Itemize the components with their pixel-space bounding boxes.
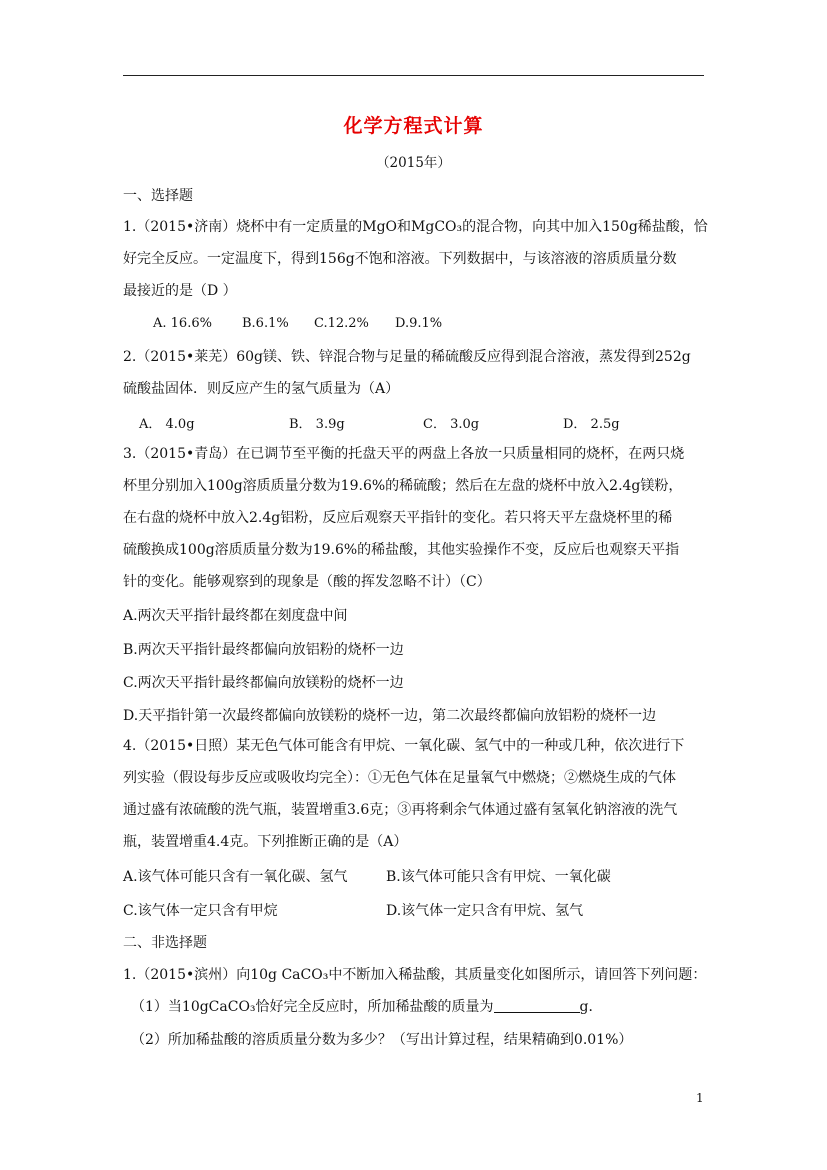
- q4-line-2: 列实验（假设每步反应或吸收均完全）：①无色气体在足量氧气中燃烧；②燃烧生成的气体: [123, 770, 676, 786]
- q3-line-2: 杯里分别加入100g溶质质量分数为19.6%的稀硫酸；然后在左盘的烧杯中放入2.4g镁粉，: [123, 478, 683, 494]
- page-title: 化学方程式计算: [343, 115, 484, 137]
- q4-option-d: D.该气体一定只含有甲烷、氢气: [386, 903, 584, 919]
- q1-line-2: 好完全反应。一定温度下，得到156g不饱和溶液。下列数据中，与该溶液的溶质质量分数: [123, 251, 677, 267]
- q1-line-1: 1.（2015•济南）烧杯中有一定质量的MgO和MgCO₃的混合物，向其中加入150g稀盐酸，恰: [123, 219, 708, 235]
- q1-line-3: 最接近的是（D ）: [123, 283, 237, 299]
- q3-line-4: 硫酸换成100g溶质质量分数为19.6%的稀盐酸，其他实验操作不变，反应后也观察天平指: [123, 542, 680, 558]
- answer-blank[interactable]: [494, 998, 580, 1013]
- q2-line-1: 2.（2015•莱芜）60g镁、铁、锌混合物与足量的稀硫酸反应得到混合溶液，蒸发得到252g: [123, 349, 691, 365]
- p1-subquestion-1-unit: g．: [579, 999, 603, 1015]
- q1-option-c: C.12.2%: [314, 316, 369, 331]
- q2-option-d: D． 2.5g: [563, 417, 620, 432]
- q2-line-2: 硫酸盐固体．则反应产生的氢气质量为（A）: [123, 381, 400, 397]
- q3-option-c: C.两次天平指针最终都偏向放镁粉的烧杯一边: [123, 675, 404, 691]
- q3-option-d: D.天平指针第一次最终都偏向放镁粉的烧杯一边，第二次最终都偏向放铝粉的烧杯一边: [123, 708, 657, 724]
- q2-option-c: C． 3.0g: [423, 417, 480, 432]
- q1-option-a: A. 16.6%: [153, 316, 212, 331]
- q3-line-1: 3.（2015•青岛）在已调节至平衡的托盘天平的两盘上各放一只质量相同的烧杯，在两只烧: [123, 446, 685, 462]
- q4-line-1: 4.（2015•日照）某无色气体可能含有甲烷、一氧化碳、氢气中的一种或几种，依次进行下: [123, 738, 685, 754]
- p1-subquestion-2: （2）所加稀盐酸的溶质质量分数为多少？（写出计算过程，结果精确到0.01%）: [131, 1032, 633, 1048]
- page-number: 1: [696, 1091, 704, 1105]
- p1-line-1: 1.（2015•滨州）向10g CaCO₃中不断加入稀盐酸，其质量变化如图所示，请回答下列问题：: [123, 967, 707, 983]
- q1-option-b: B.6.1%: [242, 316, 289, 331]
- q3-option-a: A.两次天平指针最终都在刻度盘中间: [123, 608, 348, 624]
- section-heading-choice: 一、选择题: [123, 188, 193, 204]
- q4-option-a: A.该气体可能只含有一氧化碳、氢气: [123, 869, 348, 885]
- section-heading-nonchoice: 二、非选择题: [123, 935, 207, 951]
- q4-option-b: B.该气体可能只含有甲烷、一氧化碳: [386, 869, 611, 885]
- q2-option-a: A． 4.0g: [139, 417, 195, 432]
- q2-option-b: B． 3.9g: [289, 417, 345, 432]
- q3-line-5: 针的变化。能够观察到的现象是（酸的挥发忽略不计）（C）: [123, 574, 491, 590]
- p1-subquestion-1-text: （1）当10gCaCO₃恰好完全反应时，所加稀盐酸的质量为: [131, 999, 494, 1015]
- q4-line-3: 通过盛有浓硫酸的洗气瓶，装置增重3.6克；③再将剩余气体通过盛有氢氧化钠溶液的洗气: [123, 802, 678, 818]
- q3-line-3: 在右盘的烧杯中放入2.4g铝粉，反应后观察天平指针的变化。若只将天平左盘烧杯里的稀: [123, 510, 673, 526]
- q1-option-d: D.9.1%: [395, 316, 443, 331]
- q4-line-4: 瓶，装置增重4.4克。下列推断正确的是（A）: [123, 834, 408, 850]
- q4-option-c: C.该气体一定只含有甲烷: [123, 903, 278, 919]
- header-rule: [123, 75, 704, 76]
- p1-subquestion-1: [131, 996, 603, 1016]
- q3-option-b: B.两次天平指针最终都偏向放铝粉的烧杯一边: [123, 642, 404, 658]
- year-subtitle: （2015年）: [376, 155, 451, 171]
